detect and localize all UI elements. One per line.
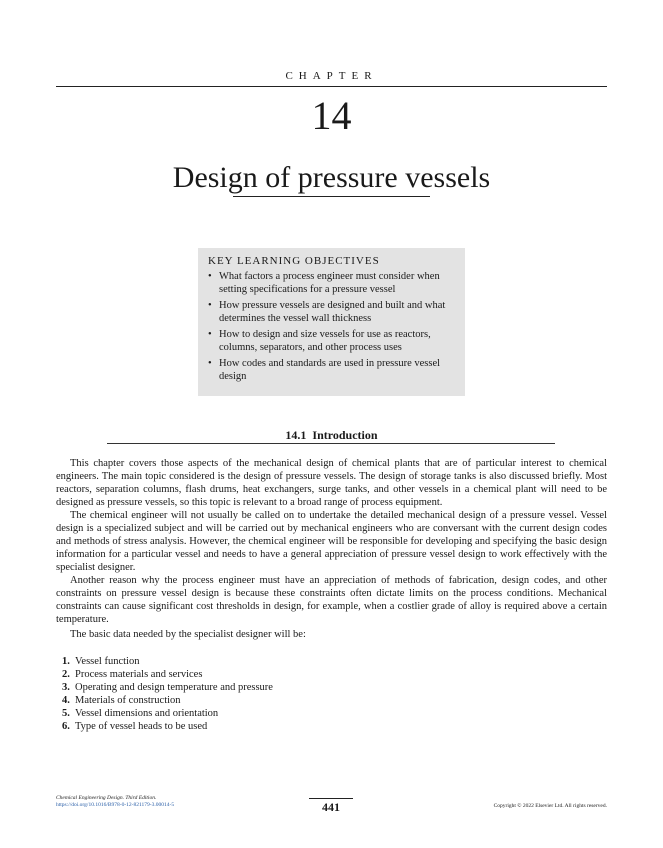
list-item [62, 720, 462, 733]
section-number: 14.1 [285, 428, 307, 442]
list-text: Process materials and services [75, 669, 203, 680]
learning-objectives-box [198, 248, 465, 396]
objective-item [208, 270, 457, 296]
page-number-rule [309, 798, 353, 799]
objective-text: How pressure vessels are designed and built and what determines the vessel wall thickness [219, 300, 446, 324]
paragraph: The basic data needed by the specialist designer will be: [70, 629, 306, 640]
objective-item [208, 328, 457, 354]
paragraph: The chemical engineer will not usually be called on to undertake the detailed mechanical design of a pressure vessel. Vessel design is a specialized subject and will be carried out by mechanical engineers who are conversant with the current design codes and methods of stress analysis. However, the chemical engineer will be responsible for developing and specifying the basic design information for a particular vessel and needs to have a general appreciation of pressure vessel design to work effectively with the specialist designer. [56, 510, 607, 573]
paragraph: This chapter covers those aspects of the mechanical design of chemical plants that are of particular interest to chemical engineers. The main topic considered is the design of pressure vessels. The design of storage tanks is also discussed briefly. Most reactors, separation columns, flash drums, heat exchangers, surge tanks, and other vessels in a chemical plant will need to be designed as pressure vessels, so this topic is relevant to a broad range of process equipment. [56, 458, 607, 508]
bullet-icon: • [208, 300, 212, 311]
footer-book-title: Chemical Engineering Design. Third Edition. [56, 795, 157, 801]
bullet-icon: • [208, 329, 212, 340]
section-heading [0, 428, 663, 443]
list-item [62, 668, 462, 681]
chapter-rule [56, 86, 607, 87]
page-number: 441 [322, 800, 340, 814]
list-number: 6. [62, 721, 70, 732]
chapter-title: Design of pressure vessels [172, 161, 491, 194]
list-number: 3. [62, 682, 70, 693]
list-number: 4. [62, 695, 70, 706]
list-item [62, 655, 462, 668]
list-number: 1. [62, 656, 70, 667]
list-number: 2. [62, 669, 70, 680]
list-number: 5. [62, 708, 70, 719]
design-data-list [62, 655, 462, 733]
objective-text: What factors a process engineer must consider when setting specifications for a pressure vessel [219, 271, 440, 295]
objective-text: How to design and size vessels for use as reactors, columns, separators, and other process uses [219, 329, 431, 353]
bullet-icon: • [208, 271, 212, 282]
section-rule [107, 443, 555, 444]
paragraph: Another reason why the process engineer must have an appreciation of methods of fabrication, design codes, and other constraints on pressure vessel design is because these constraints often dictate limits on the process conditions. Mechanical constraints can cause significant cost thresholds in design, for example, when a costlier grade of alloy is required above a certain temperature. [56, 575, 607, 625]
objective-item [208, 299, 457, 325]
list-text: Vessel dimensions and orientation [75, 708, 219, 719]
objective-text: How codes and standards are used in pressure vessel design [219, 358, 441, 382]
footer-doi-link[interactable]: https://doi.org/10.1016/B978-0-12-821179-3.00014-5 [56, 802, 175, 808]
chapter-number: 14 [311, 93, 352, 138]
title-underline [233, 196, 430, 197]
list-item [62, 694, 462, 707]
list-text: Vessel function [75, 656, 140, 667]
list-item [62, 707, 462, 720]
bullet-icon: • [208, 358, 212, 369]
objectives-heading: KEY LEARNING OBJECTIVES [208, 255, 380, 267]
list-text: Materials of construction [75, 695, 181, 706]
chapter-label: CHAPTER [285, 70, 378, 82]
list-text: Operating and design temperature and pressure [75, 682, 273, 693]
objective-item [208, 357, 457, 383]
list-item [62, 681, 462, 694]
list-text: Type of vessel heads to be used [75, 721, 208, 732]
section-title: Introduction [312, 428, 378, 442]
footer-citation [56, 795, 174, 809]
footer-copyright: Copyright © 2022 Elsevier Ltd. All rights reserved. [493, 803, 607, 809]
body-text [56, 457, 607, 641]
objectives-list [208, 270, 457, 383]
